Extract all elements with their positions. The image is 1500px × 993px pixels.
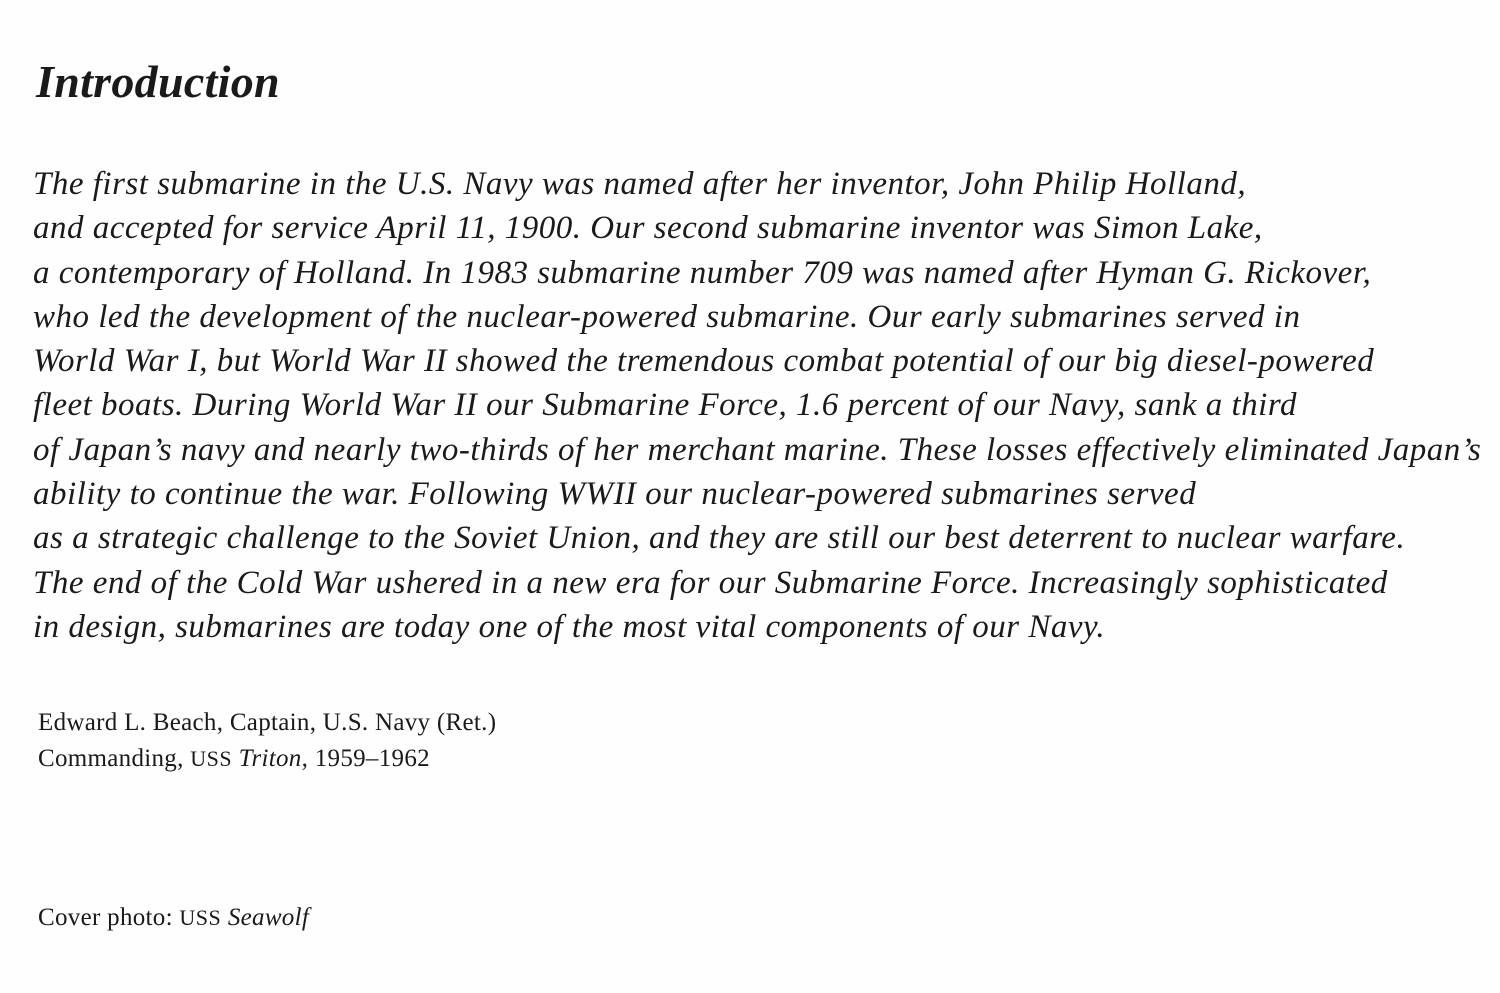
body-line: The end of the Cold War ushered in a new era for our Submarine Force. Increasingly sophisticated (33, 564, 1388, 601)
introduction-body (33, 162, 1500, 649)
body-line: World War I, but World War II showed the tremendous combat potential of our big diesel-powered (33, 343, 1375, 380)
body-line: fleet boats. During World War II our Submarine Force, 1.6 percent of our Navy, sank a third (33, 387, 1297, 424)
body-line: and accepted for service April 11, 1900. Our second submarine inventor was Simon Lake, (33, 210, 1263, 247)
body-line: as a strategic challenge to the Soviet Union, and they are still our best deterrent to nuclear warfare. (33, 520, 1406, 557)
command-years: 1959–1962 (314, 745, 430, 772)
cover-ship-prefix: USS (179, 905, 222, 930)
cover-ship-name: Seawolf (227, 904, 310, 931)
ship-prefix: USS (190, 746, 233, 771)
page-title: Introduction (36, 56, 280, 107)
author-name-line: Edward L. Beach, Captain, U.S. Navy (Ret.) (38, 709, 497, 736)
body-line: The first submarine in the U.S. Navy was named after her inventor, John Philip Holland, (33, 166, 1247, 202)
author-command-line (38, 741, 496, 777)
cover-photo-credit (38, 900, 309, 936)
ship-name: Triton, (238, 745, 309, 772)
body-line: who led the development of the nuclear-powered submarine. Our early submarines served in (33, 298, 1301, 335)
body-line: ability to continue the war. Following WWII our nuclear-powered submarines served (33, 476, 1197, 513)
cover-photo-label: Cover photo: (38, 904, 173, 931)
body-line: a contemporary of Holland. In 1983 submarine number 709 was named after Hyman G. Rickover, (33, 254, 1372, 291)
command-prefix: Commanding, (38, 745, 184, 772)
body-line: of Japan’s navy and nearly two-thirds of her merchant marine. These losses effectively eliminated Japan’s (33, 431, 1482, 468)
body-line: in design, submarines are today one of the most vital components of our Navy. (33, 608, 1106, 645)
author-attribution (38, 705, 496, 777)
